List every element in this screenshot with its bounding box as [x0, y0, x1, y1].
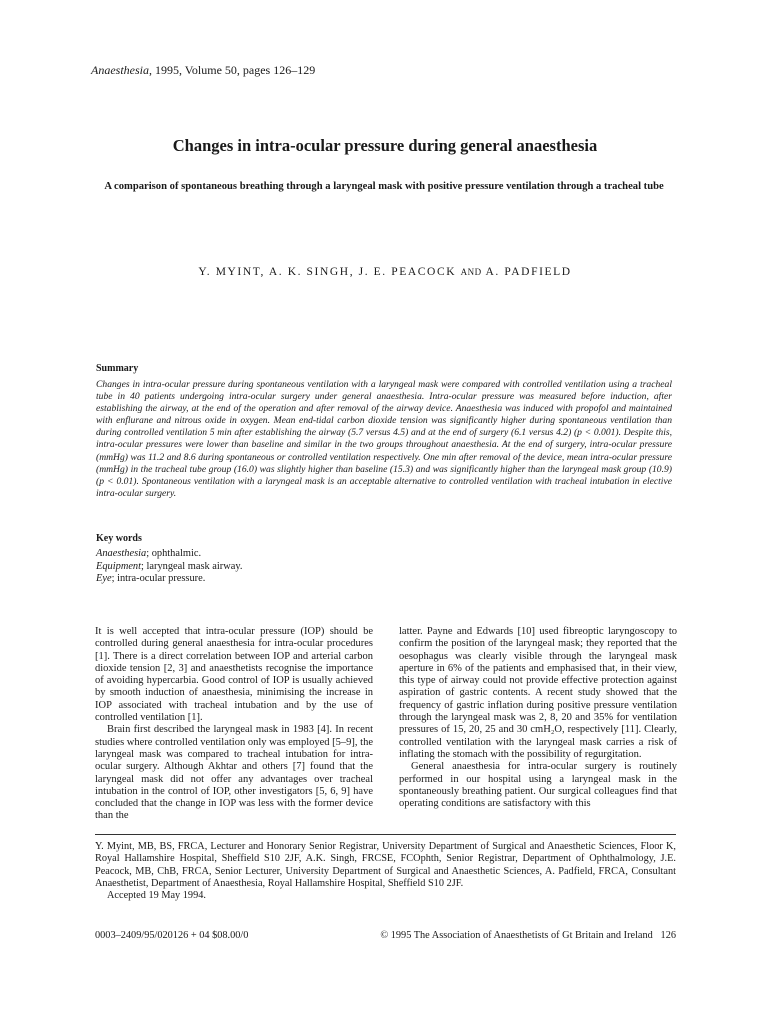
- page-number: 126: [660, 930, 676, 941]
- authors-main: Y. MYINT, A. K. SINGH, J. E. PEACOCK: [198, 266, 457, 278]
- keyword-item: [96, 573, 243, 586]
- journal-volume-pages: , 1995, Volume 50, pages 126–129: [149, 63, 316, 77]
- keywords-list: [96, 548, 243, 586]
- footnote-divider: [95, 834, 676, 835]
- keyword-rest: ; intra-ocular pressure.: [111, 573, 206, 585]
- body-paragraph: General anaesthesia for intra-ocular surgery is routinely performed in our hospital using a laryngeal mask in the spontaneously breathing patient. Our surgical colleagues find that operating conditions are satisfactory with this: [399, 761, 677, 810]
- article-subtitle: A comparison of spontaneous breathing through a laryngeal mask with positive pressure ventilation through a tracheal tube: [104, 181, 664, 192]
- body-paragraph: latter. Payne and Edwards [10] used fibreoptic laryngoscopy to confirm the position of the laryngeal mask; they reported that the oesophagus was clearly visible through the laryngeal mask aperture in 6% of the patients and emphasised that, in their view, this type of airway could not provide effective protection against aspiration of gastric contents. A recent study showed that the frequency of gastric inflation during positive pressure ventilation through the laryngeal mask was 2, 8, 20 and 35% for ventilation pressures of 15, 20, 25 and 30 cmH₂O, respectively [11]. Clearly, controlled ventilation with the laryngeal mask carries a risk of inflating the stomach with the possibility of regurgitation.: [399, 626, 677, 760]
- keyword-rest: ; laryngeal mask airway.: [141, 560, 243, 572]
- article-title: Changes in intra-ocular pressure during general anaesthesia: [172, 136, 598, 155]
- keyword-term: Anaesthesia: [96, 548, 147, 559]
- affiliation-text: Y. Myint, MB, BS, FRCA, Lecturer and Honorary Senior Registrar, University Department of Surgical and Anaesthetic Sciences, Floor K, Royal Hallamshire Hospital, Sheffield S10 2JF, A.K. Singh, FRCSE, FCOphth, Senior Registrar, Department of Ophthalmology, J.E. Peacock, MB, ChB, FRCA, Senior Lecturer, University Department of Surgical and Anaesthetic Sciences, A. Padfield, FRCA, Consultant Anaesthetist, Department of Anaesthesia, Royal Hallamshire Hospital, Sheffield S10 2JF.: [95, 841, 676, 889]
- summary-text: Changes in intra-ocular pressure during spontaneous ventilation with a laryngeal mask were compared with controlled ventilation using a tracheal tube in 40 patients undergoing intra-ocular surgery under general anaesthesia. Intra-ocular pressure was measured before induction, after establishing the airway, at the end of the operation and after removal of the airway device. Anaesthesia was induced with propofol and maintained with enflurane and nitrous oxide in oxygen. Mean end-tidal carbon dioxide tension was significantly higher during spontaneous ventilation than during controlled ventilation 5 min after establishing the airway (5.7 versus 4.5) and at the end of surgery (6.1 versus 4.2) (p < 0.001). Despite this, intra-ocular pressures were lower than baseline and similar in the two groups throughout anaesthesia. At the end of surgery, intra-ocular pressure (mmHg) was 11.2 and 8.6 during spontaneous or controlled ventilation respectively. One min after removal of the device, mean intra-ocular pressure (mmHg) in the tracheal tube group (16.0) was slightly higher than baseline (15.3) and was significantly higher than the laryngeal mask group (10.9) (p < 0.01). Spontaneous ventilation with a laryngeal mask is an acceptable alternative to controlled ventilation with tracheal intubation in elective intra-ocular surgery.: [96, 379, 672, 499]
- keyword-term: Eye: [96, 573, 112, 585]
- keywords-heading: Key words: [96, 533, 142, 544]
- keyword-item: [96, 561, 243, 574]
- authors-and: AND: [460, 267, 482, 277]
- body-paragraph: Brain first described the laryngeal mask in 1983 [4]. In recent studies where controlled ventilation only was employed [5–9], the laryngeal mask was compared to tracheal intubation for intra-ocular surgery. Although Akhtar and others [7] found that the laryngeal mask did not offer any advantages over tracheal intubation in the control of IOP, other investigators [5, 6, 9] have concluded that the change in IOP was less with the former device than the: [95, 724, 373, 822]
- accepted-date: Accepted 19 May 1994.: [107, 890, 206, 902]
- journal-name: Anaesthesia: [91, 63, 149, 77]
- keyword-rest: ; ophthalmic.: [146, 548, 202, 559]
- author-affiliations: [95, 841, 676, 902]
- summary-heading: Summary: [96, 363, 139, 374]
- article-code: 0003–2409/95/020126 + 04 $08.00/0: [95, 930, 249, 941]
- keyword-item: [96, 548, 243, 561]
- authors-last: A. PADFIELD: [485, 266, 572, 278]
- body-column-left: [95, 626, 373, 823]
- copyright-text: © 1995 The Association of Anaesthetists of Gt Britain and Ireland: [380, 930, 653, 941]
- body-paragraph: It is well accepted that intra-ocular pressure (IOP) should be controlled during general anaesthesia for intra-ocular procedures [1]. There is a direct correlation between IOP and arterial carbon dioxide tension [2, 3] and anaesthetists recognise the importance of avoiding hypercarbia. Good control of IOP is usually achieved by smooth induction of anaesthesia, minimising the increase in IOP associated with tracheal intubation and by the use of controlled ventilation [1].: [95, 626, 373, 724]
- journal-citation: [91, 63, 315, 78]
- author-list: [60, 266, 710, 278]
- keyword-term: Equipment: [96, 560, 142, 572]
- footer-copyright: [380, 930, 676, 941]
- body-column-right: [399, 626, 677, 810]
